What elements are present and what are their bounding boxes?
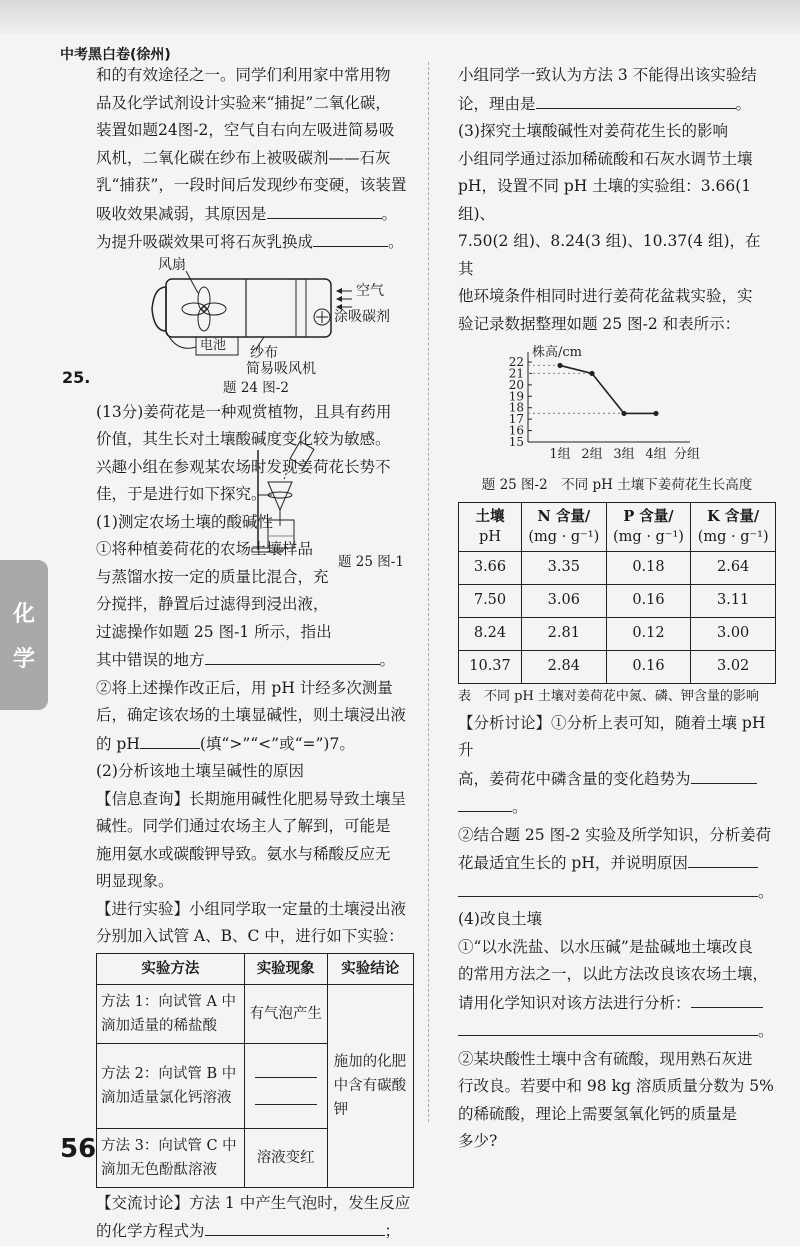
series-line	[560, 365, 656, 413]
text-line: 分搅拌，静置后过滤得到浸出液，	[96, 595, 329, 613]
text-line: 【交流讨论】方法 1 中产生气泡时，发生反应	[96, 1193, 411, 1212]
header-line: P 含量/	[623, 507, 674, 525]
text-line: 小组同学通过添加稀硫酸和石灰水调节土壤	[458, 149, 753, 168]
punct: 。	[388, 233, 404, 251]
absorber-label: 涂吸碳剂	[334, 308, 390, 325]
question-number: 25.	[62, 368, 91, 387]
text-line: 后，确定该农场的土壤显碱性，则土壤浸出液	[96, 706, 407, 724]
section-title: (3)探究土壤酸碱性对姜荷花生长的影响	[458, 122, 728, 140]
punct: ；	[384, 1222, 401, 1240]
table-cell: 0.16	[606, 650, 691, 683]
text-span: 其中错误的地方	[96, 651, 205, 669]
text-line: 价值，其生长对土壤酸碱度变化较为敏感。	[96, 430, 391, 448]
text-line	[458, 90, 776, 119]
header-line: N 含量/	[537, 507, 591, 525]
table-cell: 2.84	[522, 650, 607, 683]
punct: 。	[381, 204, 398, 223]
answer-blank[interactable]	[205, 646, 380, 665]
punct: 。	[758, 882, 774, 901]
top-scan-bar	[0, 0, 800, 34]
text-line: ②将上述操作改正后，用 pH 计经多次测量	[96, 678, 393, 697]
table-cell: 3.02	[691, 650, 776, 683]
side-tab-char: 化	[12, 602, 35, 627]
text-line: 多少?	[458, 1132, 498, 1150]
column-divider	[428, 62, 430, 1122]
data-point	[653, 411, 658, 416]
text-line	[458, 793, 776, 822]
table-cell: 0.18	[606, 551, 691, 584]
table-cell: 7.50	[459, 584, 522, 617]
text-span: 的 pH	[96, 734, 140, 753]
table-cell-blank	[244, 1043, 327, 1128]
text-line: 与蒸馏水按一定的质量比混合，充	[96, 567, 329, 586]
punct: 。	[758, 1022, 774, 1040]
text-line: (13分)姜荷花是一种观赏植物，且具有药用	[96, 402, 392, 421]
text-line	[96, 646, 416, 675]
fan-label: 风扇	[158, 256, 186, 273]
answer-blank[interactable]	[691, 765, 757, 784]
table-row	[459, 617, 776, 650]
text-line: 乳“捕获”，一段时间后发现纱布变硬，该装置	[96, 176, 407, 194]
text-span: 花最适宜生长的 pH，并说明原因	[458, 854, 688, 872]
text-line: 7.50(2 组)、8.24(3 组)、10.37(4 组)，在其	[458, 232, 761, 278]
table-header	[522, 502, 607, 551]
table-cell: 3.11	[691, 584, 776, 617]
chart-caption: 题 25 图-2 不同 pH 土壤下姜荷花生长高度	[481, 476, 753, 493]
header-line: pH	[479, 528, 501, 545]
table-cell: 3.00	[691, 617, 776, 650]
answer-blank[interactable]	[458, 1017, 758, 1036]
answer-blank[interactable]	[458, 793, 512, 812]
growth-line-chart	[458, 338, 776, 462]
text-line	[458, 878, 776, 907]
text-line: 品及化学试剂设计实验来“捕捉”二氧化碳，	[96, 93, 391, 112]
punct: 。	[735, 94, 752, 113]
battery-label: 电池	[200, 337, 227, 353]
text-line: 分别加入试管 A、B、C 中，进行如下实验：	[96, 927, 404, 945]
text-line: ①“以水洗盐、以水压碱”是盐碱地土壤改良	[458, 937, 753, 956]
text-span: 的化学方程式为	[96, 1222, 205, 1240]
text-line: 过滤操作如题 25 图-1 所示，指出	[96, 622, 332, 641]
gauze-label: 纱布	[250, 344, 278, 361]
text-line	[458, 849, 776, 878]
text-span: 请用化学知识对该方法进行分析：	[458, 993, 691, 1012]
answer-blank[interactable]	[536, 90, 736, 109]
table-header: 实验结论	[327, 953, 413, 984]
table-header: 实验方法	[97, 953, 245, 984]
text-span: 高，姜荷花中磷含量的变化趋势为	[458, 769, 691, 788]
fan-icon	[182, 287, 226, 331]
text-line: 他环境条件相同时进行姜荷花盆栽实验，实	[458, 287, 753, 305]
punct: 。	[512, 798, 528, 816]
text-line	[96, 1217, 416, 1246]
answer-blank[interactable]	[691, 989, 763, 1008]
text-line: 和的有效途径之一。同学们利用家中常用物	[96, 66, 391, 84]
y-tick-label: 20	[508, 377, 524, 392]
x-tick-label: 3组	[613, 447, 635, 462]
text-line	[458, 765, 776, 794]
data-point	[589, 371, 594, 376]
header-line: 土壤	[475, 507, 505, 525]
subject-side-tab	[0, 560, 48, 710]
text-line: 兴趣小组在参观某农场时发现姜荷花长势不	[96, 457, 391, 476]
table-cell-conclusion: 施加的化肥中含有碳酸钾	[327, 984, 413, 1187]
device-label: 简易吸风机	[246, 360, 316, 377]
header-line: K 含量/	[707, 507, 760, 525]
table-header	[691, 502, 776, 551]
table-cell: 溶液变红	[244, 1128, 327, 1187]
text-line: 的常用方法之一，以此方法改良该农场土壤，	[458, 965, 769, 983]
y-tick-label: 22	[508, 355, 524, 369]
text-line: 明显现象。	[96, 872, 174, 890]
text-line	[458, 1017, 776, 1046]
side-tab-char: 学	[12, 647, 35, 672]
text-line: 风机，二氧化碳在纱布上被吸碳剂——石灰	[96, 148, 391, 167]
y-tick-label: 21	[508, 366, 524, 381]
table-cell: 3.35	[522, 551, 607, 584]
y-axis-label: 株高/cm	[532, 345, 582, 360]
text-span: 为提升吸碳效果可将石灰乳换成	[96, 233, 314, 251]
answer-blank[interactable]	[267, 200, 382, 219]
y-tick-label: 16	[508, 423, 524, 438]
table-caption: 表 不同 pH 土壤对姜荷花中氮、磷、钾含量的影响	[458, 688, 759, 704]
left-column	[96, 62, 416, 1246]
answer-blank[interactable]	[255, 1086, 317, 1105]
table-cell: 2.64	[691, 551, 776, 584]
table-cell: 3.66	[459, 551, 522, 584]
table-cell: 方法 1：向试管 A 中滴加适量的稀盐酸	[97, 984, 245, 1043]
x-tick-label: 4组	[645, 447, 667, 462]
y-tick-label: 18	[508, 400, 524, 415]
data-point	[621, 411, 626, 416]
punct: 。	[379, 651, 396, 669]
header-line: (mg · g⁻¹)	[613, 528, 684, 545]
text-span: (填“>”“<”或“=”)7。	[199, 734, 355, 753]
text-line: ②结合题 25 图-2 实验及所学知识，分析姜荷	[458, 825, 772, 844]
header-line: (mg · g⁻¹)	[697, 528, 769, 545]
text-line	[96, 730, 416, 759]
text-line: 佳，于是进行如下探究。	[96, 485, 267, 503]
text-line	[458, 989, 776, 1018]
air-label: 空气	[356, 282, 384, 299]
x-tick-label: 2组	[581, 447, 603, 462]
table-row	[459, 551, 776, 584]
table-row	[459, 650, 776, 683]
section-title: (1)测定农场土壤的酸碱性	[96, 512, 273, 531]
figure-24-2	[96, 257, 416, 377]
table-header	[606, 502, 691, 551]
data-point	[557, 363, 562, 368]
text-line: 【信息查询】长期施用碱性化肥易导致土壤呈	[96, 789, 407, 808]
text-line: 的稀硫酸，理论上需要氢氧化钙的质量是	[458, 1104, 738, 1123]
figure-caption: 题 24 图-2	[223, 379, 289, 396]
table-row	[459, 584, 776, 617]
table-cell: 方法 2：向试管 B 中滴加适量氯化钙溶液	[97, 1043, 245, 1128]
table-cell: 8.24	[459, 617, 522, 650]
table-cell: 0.16	[606, 584, 691, 617]
text-line: 小组同学一致认为方法 3 不能得出该实验结	[458, 66, 757, 84]
table-cell: 有气泡产生	[244, 984, 327, 1043]
y-tick-label: 17	[508, 412, 524, 427]
answer-blank[interactable]	[205, 1217, 385, 1236]
text-line: 【分析讨论】①分析上表可知，随着土壤 pH 升	[458, 713, 766, 759]
filtration-apparatus-diagram	[250, 440, 320, 560]
text-line: 行改良。若要中和 98 kg 溶质质量分数为 5%	[458, 1077, 774, 1095]
table-cell: 2.81	[522, 617, 607, 650]
header-line: (mg · g⁻¹)	[528, 528, 600, 545]
section-title: (2)分析该地土壤呈碱性的原因	[96, 762, 304, 780]
table-cell: 方法 3：向试管 C 中滴加无色酚酞溶液	[97, 1128, 245, 1187]
text-line: ②某块酸性土壤中含有硫酸，现用熟石灰进	[458, 1049, 753, 1068]
section-title: (4)改良土壤	[458, 910, 542, 928]
y-tick-label: 15	[508, 435, 524, 449]
text-line	[96, 200, 416, 229]
x-tick-label: 1组	[549, 447, 571, 462]
text-line: pH，设置不同 pH 土壤的实验组：3.66(1 组)、	[458, 177, 752, 223]
text-line: 【进行实验】小组同学取一定量的土壤浸出液	[96, 899, 407, 918]
experiment-table	[96, 953, 414, 1188]
nutrient-table	[458, 502, 776, 684]
table-header	[459, 502, 522, 551]
table-cell: 0.12	[606, 617, 691, 650]
text-line: 装置如题24图-2，空气自右向左吸进简易吸	[96, 121, 395, 139]
page-header: 中考黑白卷(徐州)	[60, 47, 171, 63]
answer-blank[interactable]	[688, 849, 758, 868]
answer-blank[interactable]	[140, 730, 200, 749]
table-header: 实验现象	[244, 953, 327, 984]
answer-blank[interactable]	[458, 878, 758, 897]
text-line: 碱性。同学们通过农场主人了解到，可能是	[96, 817, 391, 835]
text-span: 论，理由是	[458, 94, 536, 113]
table-cell: 10.37	[459, 650, 522, 683]
air-arrows-icon	[336, 288, 352, 310]
right-column	[458, 62, 776, 1156]
text-line: ①将种植姜荷花的农场土壤样品	[96, 540, 314, 558]
answer-blank[interactable]	[255, 1059, 317, 1078]
page-number: 56	[60, 1134, 97, 1164]
text-line: 验记录数据整理如题 25 图-2 和表所示：	[458, 314, 741, 333]
text-line: 施用氨水或碳酸钾导致。氨水与稀酸反应无	[96, 844, 391, 863]
figure-caption: 题 25 图-1	[338, 554, 404, 570]
text-span: 吸收效果减弱，其原因是	[96, 204, 267, 223]
y-tick-label: 19	[508, 389, 524, 404]
table-cell: 3.06	[522, 584, 607, 617]
answer-blank[interactable]	[313, 228, 388, 247]
text-line	[96, 228, 416, 257]
x-axis-label: 分组	[674, 447, 701, 462]
